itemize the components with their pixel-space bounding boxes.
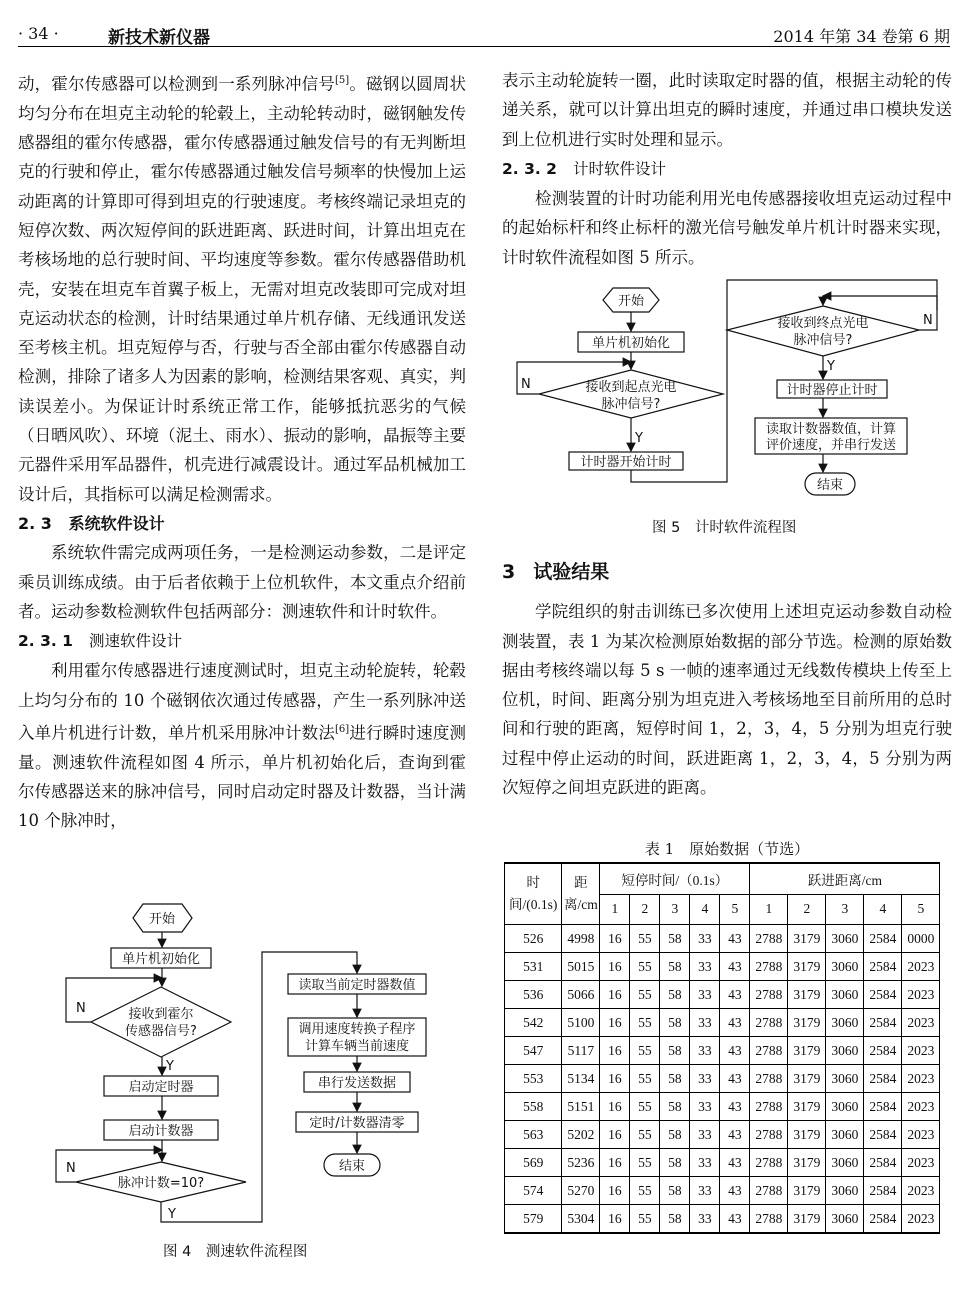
table-cell: 43: [720, 1205, 750, 1234]
sub-header: 3: [826, 894, 864, 925]
table-cell: 2023: [902, 981, 940, 1009]
table-cell: 3179: [788, 1037, 826, 1065]
subsection-heading: 2. 3. 2 计时软件设计: [502, 159, 666, 178]
page-number: · 34 ·: [18, 24, 59, 43]
table-cell: 2788: [750, 981, 788, 1009]
table-row: [505, 1093, 940, 1121]
table-cell: 55: [630, 1149, 660, 1177]
fig4-conv-line2: 计算车辆当前速度: [304, 1039, 410, 1054]
table-cell: 5015: [562, 953, 600, 981]
table-cell: 536: [505, 981, 562, 1009]
table-cell: 3060: [826, 1121, 864, 1149]
col-header-distance: 距离/cm: [562, 863, 600, 925]
fig5-timer-stop: 计时器停止计时: [786, 383, 878, 398]
fig4-clear: 定时/计数器清零: [309, 1116, 405, 1131]
table-cell: 43: [720, 981, 750, 1009]
table-cell: 2788: [750, 1121, 788, 1149]
table-cell: 3060: [826, 981, 864, 1009]
table-cell: 3179: [788, 1065, 826, 1093]
fig5-no-label: N: [923, 313, 933, 328]
table-row: [505, 925, 940, 953]
fig4-init: 单片机初始化: [121, 952, 201, 967]
table-cell: 2023: [902, 1205, 940, 1234]
table-cell: 43: [720, 1037, 750, 1065]
section-heading: 2. 3 系统软件设计: [18, 513, 165, 533]
header-rule: [18, 46, 950, 47]
table-cell: 16: [600, 925, 630, 953]
issue-info: 2014 年第 34 卷第 6 期: [773, 27, 950, 46]
table-cell: 55: [630, 1121, 660, 1149]
table-cell: 574: [505, 1177, 562, 1205]
table-cell: 33: [690, 981, 720, 1009]
paragraph: 利用霍尔传感器进行速度测试时，坦克主动轮旋转，轮毂上均匀分布的 10 个磁钢依次通过传感器，产生一系列脉冲送入单片机进行计数，单片机采用脉冲计数法[6]进行瞬时速度测量。测速软件流程如图 4 所示，单片机初始化后，查询到霍尔传感器送来的脉冲信号，同时启动定时器及计数器，当计满 10 个脉冲时，: [18, 661, 467, 831]
table-cell: 3060: [826, 953, 864, 981]
table-cell: 2584: [864, 981, 902, 1009]
table-cell: 4998: [562, 925, 600, 953]
table-cell: 58: [660, 953, 690, 981]
table-cell: 55: [630, 1037, 660, 1065]
table-row: [505, 1177, 940, 1205]
table-cell: 2788: [750, 1009, 788, 1037]
table-cell: 3179: [788, 1205, 826, 1234]
table-cell: 553: [505, 1065, 562, 1093]
table-cell: 33: [690, 1009, 720, 1037]
table-cell: 5066: [562, 981, 600, 1009]
table-cell: 2584: [864, 1037, 902, 1065]
table-cell: 3179: [788, 1009, 826, 1037]
fig4-yes-label: Y: [168, 1207, 176, 1222]
table-cell: 55: [630, 925, 660, 953]
fig5-timer-start: 计时器开始计时: [580, 455, 672, 470]
fig4-timer: 启动定时器: [128, 1080, 194, 1095]
section-heading: 3 试验结果: [502, 561, 610, 583]
table-row: [505, 1065, 940, 1093]
table-cell: 3060: [826, 1065, 864, 1093]
table-cell: 55: [630, 1093, 660, 1121]
fig5-init: 单片机初始化: [591, 336, 671, 351]
table-cell: 2023: [902, 953, 940, 981]
table-cell: 2584: [864, 1149, 902, 1177]
table-cell: 33: [690, 925, 720, 953]
fig4-conv-line1: 调用速度转换子程序: [298, 1022, 416, 1037]
table-cell: 58: [660, 1009, 690, 1037]
table-cell: 3179: [788, 1177, 826, 1205]
table-cell: 5134: [562, 1065, 600, 1093]
fig5-yes-label: Y: [827, 359, 835, 374]
left-column: [18, 66, 466, 836]
table-cell: 2584: [864, 1121, 902, 1149]
table-cell: 58: [660, 1205, 690, 1234]
table-cell: 2584: [864, 1009, 902, 1037]
table-cell: 3179: [788, 1093, 826, 1121]
table-cell: 33: [690, 1093, 720, 1121]
table-cell: 33: [690, 1121, 720, 1149]
paragraph: 系统软件需完成两项任务，一是检测运动参数，二是评定乘员训练成绩。由于后者依赖于上位机软件，本文重点介绍前者。运动参数检测软件包括两部分：测速软件和计时软件。: [18, 543, 466, 621]
table-cell: 2788: [750, 953, 788, 981]
fig5-end: 结束: [816, 478, 844, 493]
table-cell: 16: [600, 1009, 630, 1037]
col-header-jump-distance: 跃进距离/cm: [750, 863, 940, 894]
table-cell: 2023: [902, 1121, 940, 1149]
table-cell: 16: [600, 1177, 630, 1205]
table-row: [505, 1121, 940, 1149]
table-cell: 3179: [788, 953, 826, 981]
table-cell: 3060: [826, 1177, 864, 1205]
table-cell: 2023: [902, 1009, 940, 1037]
fig5-q2-line2: 脉冲信号?: [793, 333, 853, 348]
journal-section: 新技术新仪器: [108, 28, 210, 48]
table-cell: 2584: [864, 1205, 902, 1234]
table-cell: 2788: [750, 1149, 788, 1177]
table-cell: 2788: [750, 1205, 788, 1234]
sub-header: 5: [902, 894, 940, 925]
table-cell: 33: [690, 1065, 720, 1093]
table-cell: 33: [690, 1149, 720, 1177]
table-cell: 2023: [902, 1093, 940, 1121]
table-row: [505, 1037, 940, 1065]
table-cell: 3179: [788, 1121, 826, 1149]
table-cell: 3179: [788, 1149, 826, 1177]
table-cell: 5100: [562, 1009, 600, 1037]
fig5-read-line2: 评价速度，并串行发送: [765, 438, 897, 453]
table-cell: 531: [505, 953, 562, 981]
table-cell: 547: [505, 1037, 562, 1065]
page-header: [0, 0, 968, 48]
table-cell: 43: [720, 1065, 750, 1093]
fig5-q2-line1: 接收到终点光电: [777, 316, 869, 331]
right-column: [502, 66, 952, 272]
fig5-read-line1: 读取计数器数值，计算: [765, 422, 897, 437]
table-cell: 16: [600, 1205, 630, 1234]
table-row: [505, 1205, 940, 1234]
col-header-time: 时间/(0.1s): [505, 863, 562, 925]
table-cell: 2023: [902, 1065, 940, 1093]
table-cell: 33: [690, 1177, 720, 1205]
fig4-no-label: N: [66, 1161, 76, 1176]
data-table: [504, 862, 940, 1234]
table-cell: 2584: [864, 953, 902, 981]
citation[interactable]: [6]: [335, 724, 350, 736]
table-cell: 3060: [826, 1009, 864, 1037]
table-cell: 2788: [750, 1065, 788, 1093]
sub-header: 1: [750, 894, 788, 925]
figure-4-flowchart: [18, 892, 468, 1232]
table-cell: 2023: [902, 1177, 940, 1205]
sub-header: 3: [660, 894, 690, 925]
table-row: [505, 1009, 940, 1037]
table-cell: 58: [660, 1177, 690, 1205]
table-cell: 579: [505, 1205, 562, 1234]
fig5-q1-line1: 接收到起点光电: [585, 380, 677, 395]
sub-header: 1: [600, 894, 630, 925]
table-cell: 58: [660, 925, 690, 953]
table-cell: 5304: [562, 1205, 600, 1234]
fig4-no-label: N: [76, 1001, 86, 1016]
table-cell: 526: [505, 925, 562, 953]
table-row: [505, 1149, 940, 1177]
table-cell: 2023: [902, 1149, 940, 1177]
table-cell: 16: [600, 1149, 630, 1177]
table-cell: 58: [660, 981, 690, 1009]
table-row: [505, 981, 940, 1009]
table-cell: 58: [660, 1037, 690, 1065]
right-column-lower: [502, 550, 952, 802]
fig4-q2: 脉冲计数=10?: [117, 1176, 205, 1191]
sub-header: 4: [864, 894, 902, 925]
table-cell: 542: [505, 1009, 562, 1037]
fig4-q1-line2: 传感器信号?: [125, 1024, 197, 1039]
table-cell: 3060: [826, 1205, 864, 1234]
col-header-stop-time: 短停时间/（0.1s）: [600, 863, 750, 894]
table-cell: 55: [630, 1205, 660, 1234]
sub-header: 4: [690, 894, 720, 925]
table-cell: 43: [720, 1009, 750, 1037]
table-cell: 2788: [750, 1093, 788, 1121]
table-cell: 33: [690, 1205, 720, 1234]
paragraph: 表示主动轮旋转一圈，此时读取定时器的值，根据主动轮的传递关系，就可以计算出坦克的瞬时速度，并通过串口模块发送到上位机进行实时处理和显示。: [502, 71, 952, 149]
fig5-start: 开始: [617, 294, 645, 309]
table-cell: 3179: [788, 925, 826, 953]
table-cell: 55: [630, 1009, 660, 1037]
table-cell: 3060: [826, 1149, 864, 1177]
paragraph: 学院组织的射击训练已多次使用上述坦克运动参数自动检测装置，表 1 为某次检测原始数据的部分节选。检测的原始数据由考核终端以每 5 s 一帧的速率通过无线数传模块上传至上位机，时间、距离分别为坦克进入考核场地至目前所用的总时间和行驶的距离，短停时间 1，2，3，4，5 分别为坦克行驶过程中停止运动的时间，跃进距离 1，2，3，4，5 分别为两次短停之间坦克跃进的距离。: [502, 602, 952, 798]
sub-header: 2: [630, 894, 660, 925]
citation[interactable]: [5]: [335, 75, 350, 86]
table-cell: 2788: [750, 925, 788, 953]
fig4-end: 结束: [338, 1159, 366, 1174]
fig4-q1-line1: 接收到霍尔: [128, 1007, 194, 1022]
table-cell: 16: [600, 981, 630, 1009]
subsection-heading: 2. 3. 1 测速软件设计: [18, 632, 182, 651]
table-cell: 16: [600, 1121, 630, 1149]
table-cell: 2584: [864, 1093, 902, 1121]
table-cell: 3060: [826, 1037, 864, 1065]
table-cell: 5202: [562, 1121, 600, 1149]
table-cell: 3060: [826, 1093, 864, 1121]
table-cell: 5117: [562, 1037, 600, 1065]
table-row: [505, 953, 940, 981]
sub-header: 2: [788, 894, 826, 925]
table-cell: 58: [660, 1093, 690, 1121]
sub-header: 5: [720, 894, 750, 925]
table-cell: 58: [660, 1065, 690, 1093]
table-cell: 43: [720, 1177, 750, 1205]
table-cell: 55: [630, 981, 660, 1009]
figure-4-caption: 图 4 测速软件流程图: [163, 1244, 308, 1260]
table-cell: 43: [720, 925, 750, 953]
table-cell: 55: [630, 1065, 660, 1093]
fig4-send: 串行发送数据: [317, 1076, 397, 1091]
table-cell: 2584: [864, 1065, 902, 1093]
table-cell: 16: [600, 953, 630, 981]
table-cell: 3179: [788, 981, 826, 1009]
table-cell: 2584: [864, 925, 902, 953]
table-cell: 5236: [562, 1149, 600, 1177]
table-cell: 2023: [902, 1037, 940, 1065]
table-cell: 43: [720, 953, 750, 981]
table-cell: 16: [600, 1093, 630, 1121]
table-caption: 表 1 原始数据（节选）: [644, 840, 810, 858]
fig4-read: 读取当前定时器数值: [298, 978, 416, 993]
fig5-yes-label: Y: [635, 431, 643, 446]
table-cell: 558: [505, 1093, 562, 1121]
table-cell: 55: [630, 953, 660, 981]
table-cell: 569: [505, 1149, 562, 1177]
fig4-yes-label: Y: [166, 1059, 174, 1074]
figure-5-caption: 图 5 计时软件流程图: [652, 520, 797, 536]
fig5-no-label: N: [521, 377, 531, 392]
table-cell: 2584: [864, 1177, 902, 1205]
table-cell: 58: [660, 1121, 690, 1149]
table-cell: 563: [505, 1121, 562, 1149]
table-cell: 2788: [750, 1177, 788, 1205]
table-cell: 5270: [562, 1177, 600, 1205]
fig4-counter: 启动计数器: [128, 1124, 194, 1139]
table-cell: 3060: [826, 925, 864, 953]
table-cell: 33: [690, 953, 720, 981]
table-cell: 43: [720, 1121, 750, 1149]
table-cell: 16: [600, 1037, 630, 1065]
paragraph: 检测装置的计时功能利用光电传感器接收坦克运动过程中的起始标杆和终止标杆的激光信号触发单片机计时器来实现，计时软件流程如图 5 所示。: [502, 189, 952, 267]
table-cell: 43: [720, 1093, 750, 1121]
table-cell: 5151: [562, 1093, 600, 1121]
table-cell: 33: [690, 1037, 720, 1065]
table-cell: 0000: [902, 925, 940, 953]
fig4-start: 开始: [148, 912, 176, 927]
table-cell: 43: [720, 1149, 750, 1177]
figure-5-flowchart: [505, 276, 955, 506]
table-cell: 58: [660, 1149, 690, 1177]
table-cell: 55: [630, 1177, 660, 1205]
table-cell: 16: [600, 1065, 630, 1093]
fig5-q1-line2: 脉冲信号?: [601, 397, 661, 412]
paragraph: 动，霍尔传感器可以检测到一系列脉冲信号[5]。磁钢以圆周状均匀分布在坦克主动轮的轮毂上，主动轮转动时，磁钢触发传感器组的霍尔传感器，霍尔传感器通过触发信号的有无判断坦克的行驶和停止，霍尔传感器通过触发信号频率的快慢加上运动距离的计算即可得到坦克的行驶速度。考核终端记录坦克的短停次数、两次短停间的跃进距离、跃进时间，计算出坦克在考核场地的总行驶时间、平均速度等参数。霍尔传感器借助机壳，安装在坦克车首翼子板上，无需对坦克改装即可完成对坦克运动状态的检测，计时结果通过单片机存储、无线通讯发送至考核主机。坦克短停与否，行驶与否全部由霍尔传感器自动检测，排除了诸多人为因素的影响，检测结果客观、真实，判读误差小。为保证计时系统正常工作，能够抵抗恶劣的气候（日晒风吹）、环境（泥土、雨水）、振动的影响，晶振等主要元器件采用军品器件，机壳进行减震设计。通过军品机械加工设计后，其指标可以满足检测需求。: [18, 74, 467, 504]
table-cell: 2788: [750, 1037, 788, 1065]
